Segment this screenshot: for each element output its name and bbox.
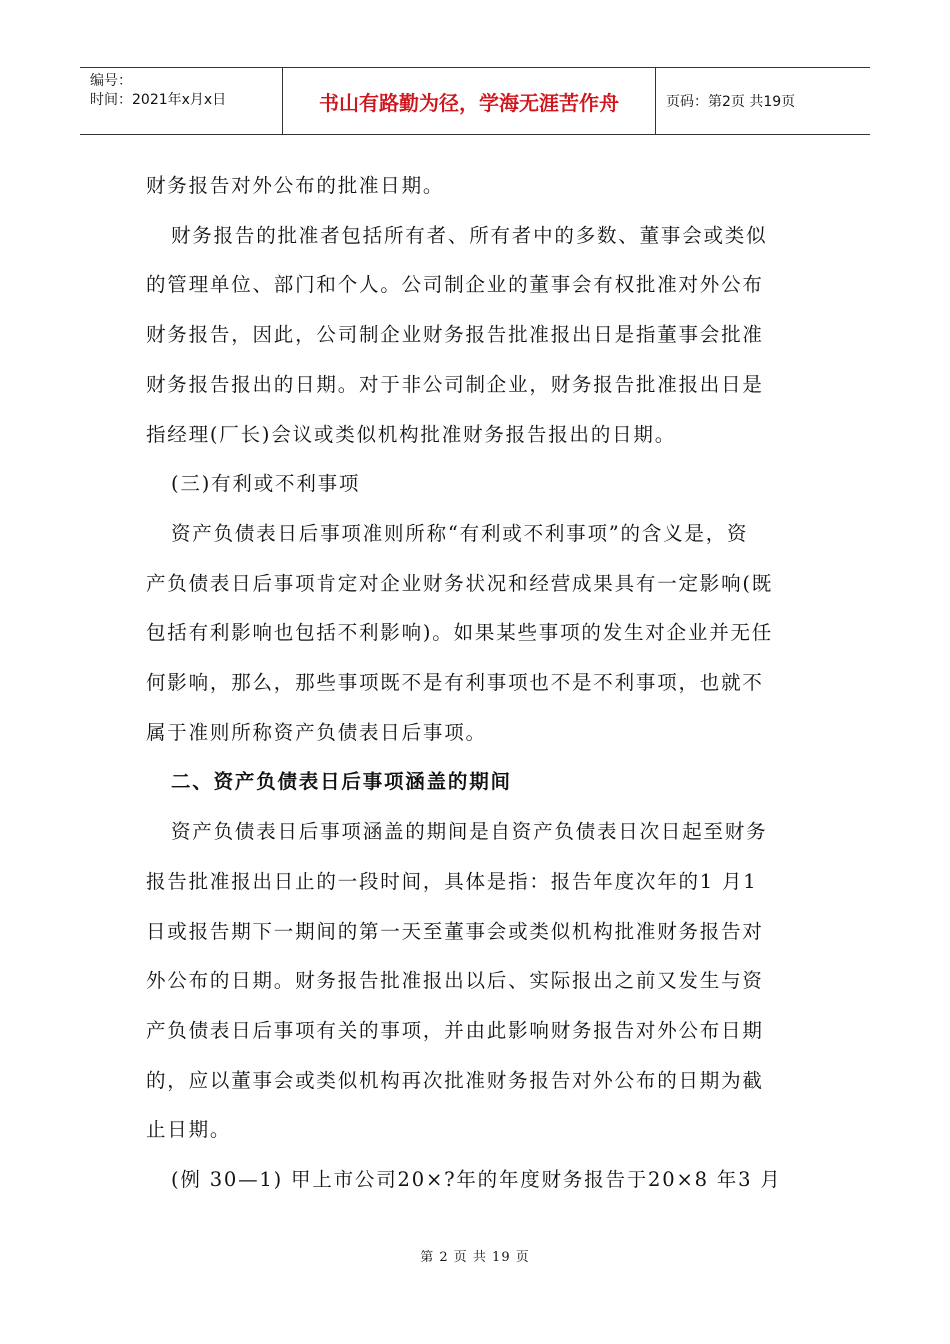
document-body: [146, 161, 806, 1205]
text-line: 外公布的日期。财务报告批准报出以后、实际报出之前又发生与资: [146, 969, 764, 993]
text-line: 产负债表日后事项肯定对企业财务状况和经营成果具有一定影响(既: [146, 571, 774, 595]
text-line: 财务报告报出的日期。对于非公司制企业，财务报告批准报出日是: [146, 372, 764, 396]
text-line: 报告批准报出日止的一段时间，具体是指：报告年度次年的1 月1: [146, 869, 758, 893]
text-line: 财务报告，因此，公司制企业财务报告批准报出日是指董事会批准: [146, 323, 764, 347]
page-header: [80, 67, 870, 135]
number-label: 编号：: [90, 73, 132, 89]
header-meta: [80, 68, 283, 134]
text-line: 何影响，那么，那些事项既不是有利事项也不是不利事项，也就不: [146, 671, 764, 695]
subsection-title: (三)有利或不利事项: [171, 472, 361, 496]
text-line: 产负债表日后事项有关的事项，并由此影响财务报告对外公布日期: [146, 1018, 764, 1042]
text-line: 资产负债表日后事项涵盖的期间是自资产负债表日次日起至财务: [171, 820, 768, 844]
header-motto: 书山有路勤为径，学海无涯苦作舟: [283, 68, 656, 134]
text-line: 财务报告的批准者包括所有者、所有者中的多数、董事会或类似: [171, 223, 768, 247]
text-line: 的管理单位、部门和个人。公司制企业的董事会有权批准对外公布: [146, 273, 764, 297]
section-heading: 二、资产负债表日后事项涵盖的期间: [171, 770, 512, 794]
text-line: 包括有利影响也包括不利影响)。如果某些事项的发生对企业并无任: [146, 621, 774, 645]
header-page-info: 页码：第2页 共19页: [666, 94, 796, 110]
time-label: 时间：2021年x月x日: [90, 92, 227, 108]
text-line: 止日期。: [146, 1118, 232, 1142]
text-line: 财务报告对外公布的批准日期。: [146, 174, 445, 197]
text-line: 的，应以董事会或类似机构再次批准财务报告对外公布的日期为截: [146, 1068, 764, 1092]
text-line: (例 30—1) 甲上市公司20×?年的年度财务报告于20×8 年3 月: [171, 1168, 782, 1192]
page-footer: 第 2 页 共 19 页: [420, 1250, 530, 1265]
text-line: 属于准则所称资产负债表日后事项。: [146, 720, 487, 744]
text-line: 指经理(厂长)会议或类似机构批准财务报告报出的日期。: [146, 422, 677, 446]
text-line: 日或报告期下一期间的第一天至董事会或类似机构批准财务报告对: [146, 919, 764, 943]
text-line: 资产负债表日后事项准则所称“有利或不利事项”的含义是，资: [171, 521, 749, 545]
